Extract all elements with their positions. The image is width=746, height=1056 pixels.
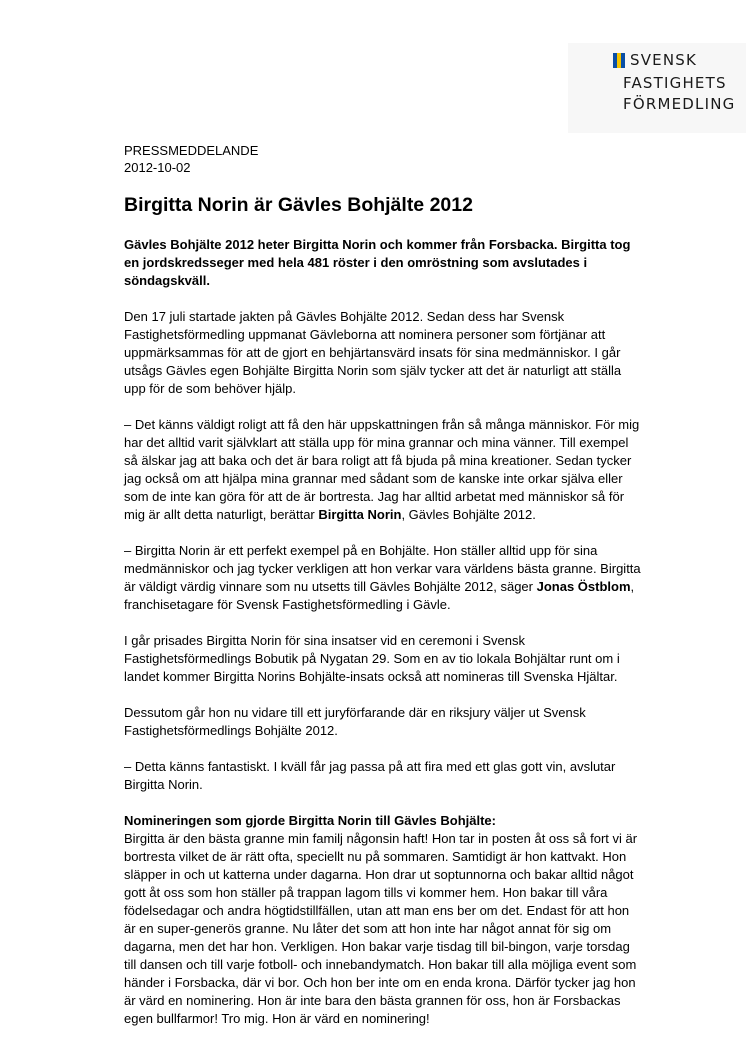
paragraph-1: Den 17 juli startade jakten på Gävles Bohjälte 2012. Sedan dess har Svensk Fastighetsförmedling uppmanat Gävleborna att nominera personer som förtjänar att uppmärksammas för att de gjort en behjärtansvärd insats för sina medmänniskor. I går utsågs Gävles egen Bohjälte Birgitta Norin som själv tycker att det är naturligt att ställa upp för de som behöver hjälp. (124, 309, 622, 396)
flag-blue-stripe (621, 53, 625, 68)
nomination-heading: Nomineringen som gjorde Birgitta Norin till Gävles Bohjälte: (124, 813, 496, 828)
paragraph-5: Dessutom går hon nu vidare till ett juryförfarande där en riksjury väljer ut Svensk Fastighetsförmedlings Bohjälte 2012. (124, 705, 586, 738)
logo-text-line-1: SVENSK (630, 51, 698, 69)
paragraph-3 (124, 542, 644, 614)
document-type: PRESSMEDDELANDE (124, 143, 259, 158)
paragraph-2 (124, 416, 644, 524)
quote-speaker-name: Jonas Östblom (536, 579, 631, 594)
document-date: 2012-10-02 (124, 160, 191, 175)
paragraph-3-text-b: , franchisetagare för Svensk Fastighetsförmedling i Gävle. (124, 579, 635, 612)
page-title: Birgitta Norin är Gävles Bohjälte 2012 (124, 194, 473, 216)
paragraph-2-text-a: – Det känns väldigt roligt att få den här uppskattningen från så många människor. För mig har det alltid varit självklart att ställa upp för mina grannar och mina vänner. Till exempel så älskar jag att baka och det är bara roligt att få bjuda på mina kreationer. Sedan tycker jag också om att hjälpa mina grannar med sådant som de kanske inte orkar själva eller som de inte kan göra för att de är bortresta. Jag har alltid arbetat med människor så för mig är allt detta naturligt, berättar (124, 417, 640, 522)
paragraph-3-text-a: – Birgitta Norin är ett perfekt exempel på en Bohjälte. Hon ställer alltid upp för sina medmänniskor och jag tycker verkligen att hon verkar vara världens bästa granne. Birgitta är väldigt värdig vinnare som nu utsetts till Gävles Bohjälte 2012, säger (124, 543, 641, 594)
logo-text-line-3: FÖRMEDLING (623, 95, 736, 113)
paragraph-2-text-b: , Gävles Bohjälte 2012. (401, 507, 536, 522)
lead-paragraph: Gävles Bohjälte 2012 heter Birgitta Norin och kommer från Forsbacka. Birgitta tog en jordskredsseger med hela 481 röster i den omröstning som avslutades i söndagskväll. (124, 237, 631, 288)
quote-speaker-name: Birgitta Norin (318, 507, 402, 522)
swedish-flag-icon (613, 53, 625, 68)
company-logo (568, 43, 746, 133)
logo-text-line-2: FASTIGHETS (623, 74, 727, 92)
paragraph-4: I går prisades Birgitta Norin för sina insatser vid en ceremoni i Svensk Fastighetsförmedlings Bobutik på Nygatan 29. Som en av tio lokala Bohjältar runt om i landet kommer Birgitta Norins Bohjälte-insats också att nomineras till Svenska Hjältar. (124, 633, 620, 684)
nomination-text: Birgitta är den bästa granne min familj någonsin haft! Hon tar in posten åt oss så fort vi är bortresta vilket de är rätt ofta, speciellt nu på sommaren. Samtidigt är hon kattvakt. Hon släpper in och ut katterna under dagarna. Hon drar ut soptunnorna och bakar alltid något gott åt oss som hon ställer på trappan lagom tills vi kommer hem. Hon bakar till våra födelsedagar och andra högtidstillfällen, utan att man ens ber om det. Endast för att hon är en super-generös granne. Nu låter det som att hon inte har något annat för sig om dagarna, men det har hon. Verkligen. Hon bakar varje tisdag till bil-bingon, varje torsdag till dansen och till varje fotboll- och innebandymatch. Hon bakar till alla möjliga event som händer i Forsbacka, där vi bor. Och hon ber inte om en enda krona. Därför tycker jag hon är värd en nominering. Hon är inte bara den bästa grannen för oss, hon är Forsbackas egen bullfarmor! Tro mig. Hon är värd en nominering! (124, 831, 638, 1026)
press-release-body (124, 142, 644, 1028)
paragraph-6: – Detta känns fantastiskt. I kväll får jag passa på att fira med ett glas gott vin, avslutar Birgitta Norin. (124, 759, 616, 792)
